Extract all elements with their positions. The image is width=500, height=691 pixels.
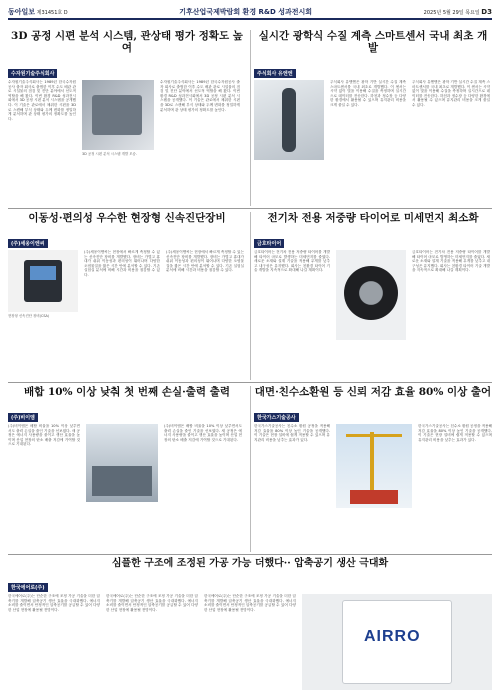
article-body: 수자원기술주식회사는 1989년 한국수자원공사 출자 회사로 출범한 이후 수도 배관 관로 시설물의 점검 및 진단 분야에서 선도적 역할을 해 왔다. 이번 환경 R&D 성과전시회에서 3D 공정 시편 분석 시스템을 공개했다. 이 기술은 관로에서 채취한 시편을 3D로 스캔해 부식 상태와 두께 변화를 정밀하게 분석하며 관 상태 평가의 정확도를 높인다. <box>8 80 76 121</box>
article-org: (주)세웅이엔씨 <box>8 239 48 248</box>
article-field-diagnosis <box>8 212 246 380</box>
article-body-cont: 수자원기술주식회사는 1989년 한국수자원공사 출자 회사로 출범한 이후 수도 배관 관로 시설물의 점검 및 진단 분야에서 선도적 역할을 해 왔다. 이번 환경 R&D 성과전시회에서 3D 공정 시편 분석 시스템을 공개했다. 이 기술은 관로에서 채취한 시편을 3D로 스캔해 부식 상태와 두께 변화를 정밀하게 분석하며 관 상태 평가의 정확도를 높인다. <box>160 80 240 112</box>
article-body-cont: (주)비이엠은 배합 비율을 10% 이상 낮추면서도 출력 손실을 줄인 기술을 선보였다. 새 공정은 에너지 사용량을 줄이고 생산 효율을 높이며 산업 현장의 탄소 배출 저감에 기여할 것으로 기대된다. <box>164 424 242 442</box>
issue-number: 제31451호 D <box>36 10 68 16</box>
tire-photo <box>336 250 406 340</box>
article-body: 금호타이어는 전기차 전용 저중량 타이어를 개발해 타이어 마모로 발생하는 미세먼지를 줄였다. 새로운 소재와 설계 기술을 적용해 무게를 낮추고 내구성은 유지했다. 회사는 친환경 타이어 기술 개발을 지속적으로 확대해 나갈 계획이다. <box>254 250 330 273</box>
article-org: 주식회사 유엔엔 <box>254 69 296 78</box>
page-header <box>8 6 492 20</box>
article-body: 한국에어로(주)는 단순한 구조에 조정 가공 기술을 더한 압축기를 개발해 압축공기 생산 효율을 극대화했다. 에너지 소비를 줄이면서 안정적인 압축공기를 공급할 수 있어 다양한 산업 현장에 활용될 전망이다. <box>8 594 100 612</box>
article-headline: 3D 공정 시편 분석 시스템, 관상태 평가 정확도 높여 <box>11 30 243 54</box>
article-org: 수자원기술주식회사 <box>8 69 57 78</box>
article-org: 한국가스기술공사 <box>254 413 299 422</box>
photo-caption: 현장형 신속진단 장비(CSA) <box>8 314 50 318</box>
device-photo <box>8 250 78 312</box>
facility-photo <box>86 424 158 502</box>
article-body-cont: (주)세웅이엔씨는 현장에서 빠르게 측정할 수 있는 신속진단 장비를 개발했다. 장비는 가볍고 휴대가 쉬워 이동성과 편의성이 뛰어나며 다양한 오염물질을 짧은 시간 안에 분석할 수 있다. 기존 실험실 분석에 비해 시간과 비용을 절감할 수 있다. <box>166 250 244 273</box>
column-divider <box>250 212 251 380</box>
article-headline: 실시간 광학식 수질 계측 스마트센서 국내 최초 개발 <box>258 30 488 54</box>
row-divider <box>8 208 492 209</box>
article-row-4 <box>8 558 492 682</box>
article-ev-tire <box>254 212 492 380</box>
article-org: 한국에어로(주) <box>8 583 48 592</box>
article-body-cont: 한국에어로(주)는 단순한 구조에 조정 가공 기술을 더한 압축기를 개발해 압축공기 생산 효율을 극대화했다. 에너지 소비를 줄이면서 안정적인 압축공기를 공급할 수 있어 다양한 산업 현장에 활용될 전망이다. <box>106 594 198 612</box>
article-headline: 배합 10% 이상 낮춰 첫 번째 손실·출력 출력 <box>24 386 230 398</box>
article-body: (주)비이엠은 배합 비율을 10% 이상 낮추면서도 출력 손실을 줄인 기술을 선보였다. 새 공정은 에너지 사용량을 줄이고 생산 효율을 높이며 산업 현장의 탄소 배출 저감에 기여할 것으로 기대된다. <box>8 424 80 447</box>
article-headline: 전기차 전용 저중량 타이어로 미세먼지 최소화 <box>267 212 479 224</box>
article-body: 주식회사 유엔엔은 광학 기반 실시간 수질 계측 스마트센서를 국내 최초로 개발했다. 이 센서는 시약 없이 빛을 이용해 수질을 측정하며 실시간으로 데이터를 전송한다. 하천과 정수장 등 다양한 환경에서 활용될 수 있으며 유지관리 비용을 크게 줄일 수 있다. <box>330 80 406 107</box>
airro-logo: AIRRO <box>364 628 421 645</box>
article-body: 한국가스기술공사는 친수소 환원 공정을 적용해 저감 효율을 80% 이상 높인 기술을 공개했다. 이 기술은 현장 설비에 쉽게 적용할 수 있으며 유지관리 비용을 낮추는 효과가 있다. <box>254 424 330 442</box>
row-divider <box>8 554 492 555</box>
crane-photo <box>336 424 412 508</box>
section-title: 기후산업국제박람회 환경 R&D 성과전시회 <box>179 8 313 16</box>
photo-caption: 3D 공정 시편 분석 시스템 개발 모습. <box>82 152 137 156</box>
article-headline: 이동성·편의성 우수한 현장형 신속진단장비 <box>28 212 226 224</box>
article-body-cont: 주식회사 유엔엔은 광학 기반 실시간 수질 계측 스마트센서를 국내 최초로 개발했다. 이 센서는 시약 없이 빛을 이용해 수질을 측정하며 실시간으로 데이터를 전송한다. 하천과 정수장 등 다양한 환경에서 활용될 수 있으며 유지관리 비용을 크게 줄일 수 있다. <box>412 80 490 107</box>
article-body-cont: 한국에어로(주)는 단순한 구조에 조정 가공 기술을 더한 압축기를 개발해 압축공기 생산 효율을 극대화했다. 에너지 소비를 줄이면서 안정적인 압축공기를 공급할 수 있어 다양한 산업 현장에 활용될 전망이다. <box>204 594 296 612</box>
article-headline: 심플한 구조에 조정된 가공 가능 더했다·· 압축공기 생산 극대화 <box>111 558 389 569</box>
column-divider <box>250 386 251 552</box>
article-body-cont: 한국가스기술공사는 친수소 환원 공정을 적용해 저감 효율을 80% 이상 높인 기술을 공개했다. 이 기술은 현장 설비에 쉽게 적용할 수 있으며 유지관리 비용을 낮추는 효과가 있다. <box>418 424 492 442</box>
article-org: (주)비이엠 <box>8 413 38 422</box>
column-divider <box>250 30 251 206</box>
article-body-cont: 금호타이어는 전기차 전용 저중량 타이어를 개발해 타이어 마모로 발생하는 미세먼지를 줄였다. 새로운 소재와 설계 기술을 적용해 무게를 낮추고 내구성은 유지했다. 회사는 친환경 타이어 기술 개발을 지속적으로 확대해 나갈 계획이다. <box>412 250 490 273</box>
article-water-sensor <box>254 30 492 206</box>
article-hydrogen <box>254 386 492 552</box>
row-divider <box>8 382 492 383</box>
article-org: 금호타이어 <box>254 239 284 248</box>
publication-date: 2025년 5월 29일 목요일 <box>423 10 480 16</box>
article-headline: 대면·친수소환원 등 신뢰 저감 효율 80% 이상 출어 <box>254 386 492 398</box>
newspaper-brand: 동아일보 <box>8 7 36 16</box>
compressor-photo <box>302 594 492 690</box>
sensor-photo <box>254 80 324 160</box>
article-output <box>8 386 246 552</box>
lab-photo <box>82 80 154 150</box>
article-body: (주)세웅이엔씨는 현장에서 빠르게 측정할 수 있는 신속진단 장비를 개발했다. 장비는 가볍고 휴대가 쉬워 이동성과 편의성이 뛰어나며 다양한 오염물질을 짧은 시간 안에 분석할 수 있다. 기존 실험실 분석에 비해 시간과 비용을 절감할 수 있다. <box>84 250 160 277</box>
page-number: D3 <box>481 8 492 16</box>
article-3d-analysis <box>8 30 246 206</box>
